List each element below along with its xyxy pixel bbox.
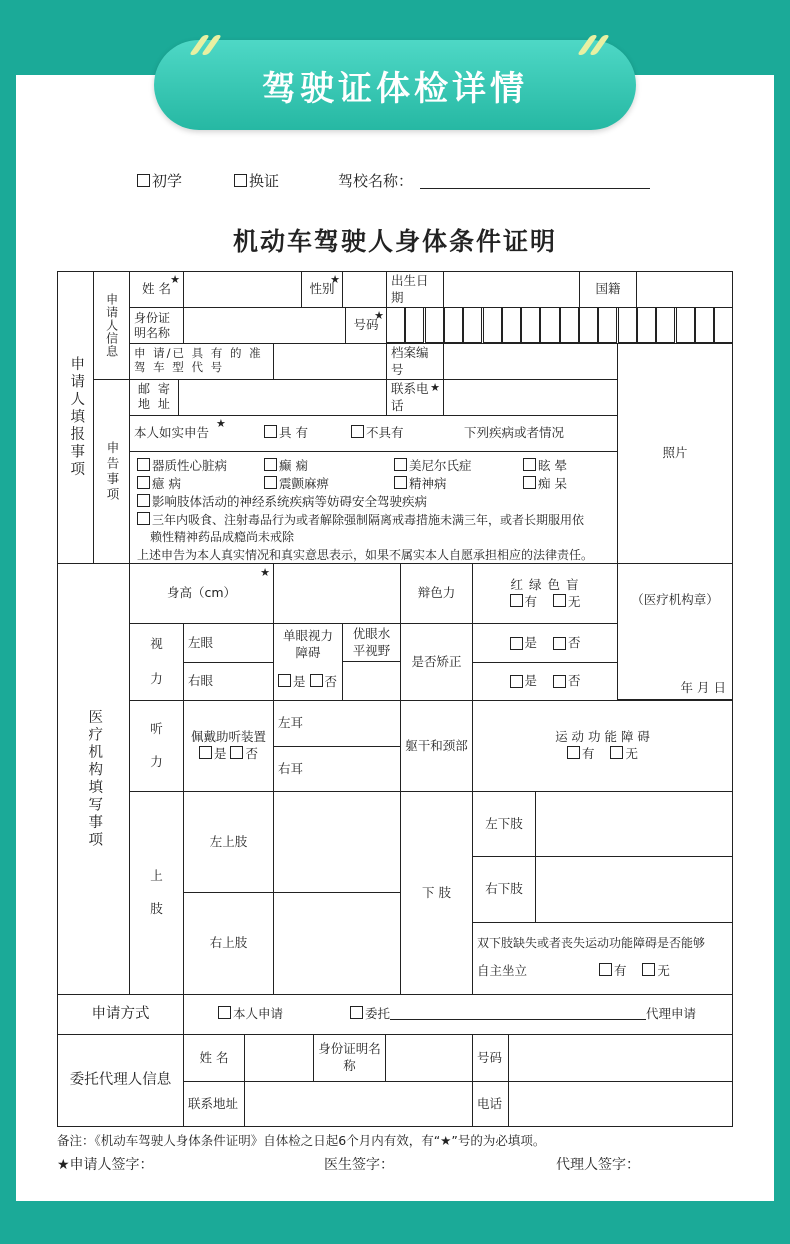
checkbox-icon[interactable] [278,674,291,687]
disease-item[interactable]: 眩 晕 [523,458,567,475]
checkbox-icon[interactable] [553,637,566,650]
footer-note: 备注：《机动车驾驶人身体条件证明》自体检之日起6个月内有效，有“★”号的为必填项。 [57,1133,546,1148]
horizontal-field-value[interactable] [342,661,401,701]
id-number-label: 号码 ★ [345,307,387,344]
checkbox-icon[interactable] [394,458,407,471]
left-lower-field[interactable] [535,791,733,857]
left-upper-field[interactable] [273,791,401,893]
applicant-section-header: 申请人填报事项 [57,271,94,564]
agent-id-label: 身份证明名称 [313,1034,386,1082]
checkbox-icon[interactable] [567,746,580,759]
id-digit-box[interactable] [579,307,598,343]
name-label: 姓 名 ★ [129,271,184,308]
stamp-cell[interactable]: （医疗机构章） 年 月 日 [617,563,733,700]
checkbox-icon[interactable] [137,458,150,471]
address-field[interactable] [178,379,387,416]
medical-section-header: 医疗机构填写事项 [57,563,130,995]
agent-signature[interactable]: 代理人签字： [556,1157,640,1173]
motor-cell: 运 动 功 能 障 碍 有 无 [472,700,733,792]
id-digit-box[interactable] [444,307,463,343]
disease-item[interactable]: 器质性心脏病 [137,458,227,475]
upper-limb-label: 上 肢 [129,791,184,995]
checkbox-icon[interactable] [642,963,655,976]
checkbox-icon[interactable] [264,476,277,489]
dob-field[interactable] [443,271,580,308]
checkbox-icon[interactable] [234,174,247,187]
declare-header: 申告事项 [93,379,130,564]
agent-no-label: 号码 [472,1034,509,1082]
right-ear[interactable]: 右耳 [273,746,401,792]
both-lower-cell: 双下肢缺失或者丧失运动功能障碍是否能够 自主坐立 有 无 [472,922,733,995]
color-blind-cell: 红 绿 色 盲 有 无 [472,563,618,624]
school-label: 驾校名称： [338,172,414,190]
gender-label: 性别 ★ [301,271,343,308]
checkbox-icon[interactable] [137,494,150,507]
right-lower-label: 右下肢 [472,856,536,923]
name-field[interactable] [183,271,302,308]
disease-item[interactable]: 癔 病 [137,476,181,493]
apply-method-cell: 本人申请 委托 代理申请 [183,994,733,1035]
certificate-table [57,271,733,1127]
self-apply-option[interactable]: 本人申请 [218,1006,283,1023]
agent-name-field[interactable] [244,1034,314,1082]
checkbox-icon[interactable] [523,476,536,489]
checkbox-icon[interactable] [264,458,277,471]
checkbox-icon[interactable] [510,637,523,650]
vision-label: 视 力 [129,623,184,701]
doctor-signature[interactable]: 医生签字： [324,1157,394,1173]
agent-info-label: 委托代理人信息 [57,1034,184,1127]
checkbox-icon[interactable] [553,594,566,607]
applicant-info-header: 申请人信息 [93,271,130,380]
disease-list [129,451,618,564]
id-digit-box[interactable] [637,307,656,343]
id-digit-box[interactable] [598,307,617,343]
license-type-field[interactable] [273,343,387,380]
checkbox-icon[interactable] [218,1006,231,1019]
phone-field[interactable] [443,379,618,416]
checkbox-icon[interactable] [137,174,150,187]
entrust-option[interactable]: 委托 [350,1006,390,1023]
agent-name-line[interactable] [390,1019,646,1020]
checkbox-icon[interactable] [610,746,623,759]
trunk-label: 躯干和颈部 [400,700,473,792]
checkbox-icon[interactable] [351,425,364,438]
dob-label: 出生日期 [386,271,444,308]
file-no-label: 档案编号 [386,343,444,380]
right-upper-label: 右上肢 [183,892,274,995]
declare-row: 本人如实申告 ★ 具 有 不具有 下列疾病或者情况 [129,415,618,452]
agent-name-label: 姓 名 [183,1034,245,1082]
right-eye-label[interactable]: 右眼 [183,662,274,701]
checkbox-icon[interactable] [599,963,612,976]
disease-item[interactable]: 精神病 [394,476,447,493]
lower-limb-label: 下 肢 [400,791,473,995]
id-digit-box[interactable] [560,307,579,343]
horizontal-field-label: 优眼水平视野 [342,623,401,662]
agent-addr-label: 联系地址 [183,1081,245,1127]
checkbox-icon[interactable] [553,675,566,688]
id-digit-box[interactable] [618,307,637,343]
disease-item[interactable]: 影响肢体活动的神经系统疾病等妨碍安全驾驶疾病 [137,494,427,511]
nationality-label: 国籍 [579,271,637,308]
disease-item[interactable]: 震颤麻痹 [264,476,329,493]
photo-box[interactable]: 照片 [617,343,733,564]
hearing-aid-cell: 佩戴助听装置 是 否 [183,700,274,792]
checkbox-icon[interactable] [510,675,523,688]
left-lower-label: 左下肢 [472,791,536,857]
checkbox-icon[interactable] [510,594,523,607]
id-digit-box[interactable] [502,307,521,343]
checkbox-icon[interactable] [310,674,323,687]
license-type-label: 申 请/已 具 有 的 准 驾 车 型 代 号 [129,343,274,380]
has-option[interactable]: 具 有 [264,425,308,442]
id-digit-box[interactable] [656,307,675,343]
address-label: 邮 寄 地 址 [129,379,179,416]
form-title: 机动车驾驶人身体条件证明 [232,227,557,256]
left-slash-icon [190,33,220,57]
nationality-field[interactable] [636,271,733,308]
checkbox-icon[interactable] [394,476,407,489]
id-digit-box[interactable] [540,307,559,343]
first-time-option[interactable]: 初学 [137,170,182,191]
id-digit-box[interactable] [425,307,444,343]
hearing-label: 听 力 [129,700,184,792]
agent-id-field[interactable] [385,1034,473,1082]
checkbox-icon[interactable] [264,425,277,438]
id-type-field[interactable] [183,307,346,344]
id-digit-box[interactable] [386,307,405,343]
color-label: 辩色力 [400,563,473,624]
checkbox-icon[interactable] [137,476,150,489]
left-upper-label: 左上肢 [183,791,274,893]
disease-item[interactable]: 美尼尔氏症 [394,458,472,475]
checkbox-icon[interactable] [230,746,243,759]
checkbox-icon[interactable] [350,1006,363,1019]
id-digit-box[interactable] [521,307,540,343]
phone-label: 联系电话 ★ [386,379,444,416]
disease-item[interactable]: 三年内吸食、注射毒品行为或者解除强制隔离戒毒措施未满三年，或者长期服用依 [137,512,584,528]
apply-method-label: 申请方式 [57,994,184,1035]
id-digit-box[interactable] [483,307,502,343]
mono-vision-cell: 单眼视力障碍 是 否 [273,623,343,701]
application-type-row [0,170,790,190]
checkbox-icon[interactable] [199,746,212,759]
id-digit-box[interactable] [714,307,733,343]
agent-phone-label: 电话 [472,1081,509,1127]
file-no-field[interactable] [443,343,618,380]
height-field[interactable] [273,563,401,624]
id-digit-box[interactable] [405,307,424,343]
disease-item[interactable]: 癫 痫 [264,458,308,475]
checkbox-icon[interactable] [523,458,536,471]
statement: 上述申告为本人真实情况和真实意思表示，如果不属实本人自愿承担相应的法律责任。 [137,548,594,562]
id-digit-box[interactable] [695,307,714,343]
corrected-label: 是否矫正 [400,623,473,701]
right-lower-field[interactable] [535,856,733,923]
height-label: 身高（cm） ★ [129,563,274,624]
disease-item[interactable]: 痴 呆 [523,476,567,493]
agent-phone-field[interactable] [508,1081,733,1127]
id-digit-box[interactable] [676,307,695,343]
id-type-label: 身份证明名称 [129,307,184,344]
id-digit-box[interactable] [463,307,482,343]
agent-addr-field[interactable] [244,1081,473,1127]
right-upper-field[interactable] [273,892,401,995]
renewal-option[interactable]: 换证 [234,170,279,191]
left-eye-label[interactable]: 左眼 [183,623,274,663]
corrected-left: 是 否 [472,623,618,663]
corrected-right: 是 否 [472,662,618,701]
agent-no-field[interactable] [508,1034,733,1082]
disease-item-cont: 赖性精神药品成瘾尚未戒除 [150,530,295,544]
right-slash-icon [578,33,608,57]
applicant-signature[interactable]: ★申请人签字： [57,1157,154,1173]
school-name-field[interactable] [420,188,650,189]
title-banner [154,40,636,130]
left-ear[interactable]: 左耳 [273,700,401,747]
checkbox-icon[interactable] [137,512,150,525]
gender-field[interactable] [342,271,387,308]
hasnot-option[interactable]: 不具有 [351,425,404,442]
banner-title: 驾驶证体检详情 [262,68,528,109]
